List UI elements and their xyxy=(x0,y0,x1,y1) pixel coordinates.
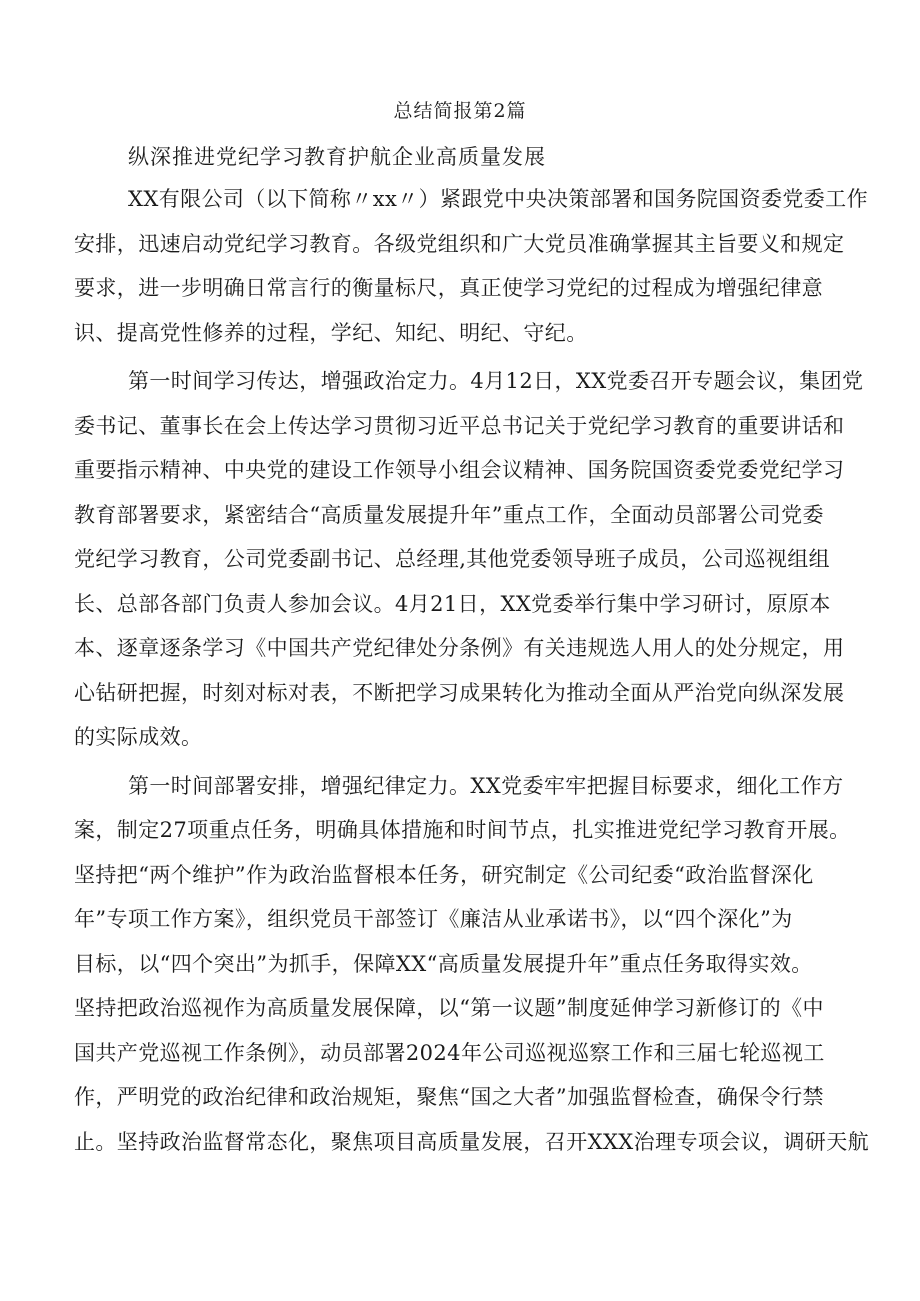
text-line: 年”专项工作方案》，组织党员干部签订《廉洁从业承诺书》，以“四个深化”为 xyxy=(74,907,793,931)
text-line: 坚持把“两个维护”作为政治监督根本任务，研究制定《公司纪委“政治监督深化 xyxy=(74,862,814,887)
text-line: 安排，迅速启动党纪学习教育。各级党组织和广大党员准确掌握其主旨要义和规定 xyxy=(74,231,845,256)
paragraph-intro xyxy=(74,184,884,362)
text-line: 作，严明党的政治纪律和政治规矩，聚焦“国之大者”加强监督检查，确保令行禁 xyxy=(74,1085,824,1109)
text-line: 本、逐章逐条学习《中国共产党纪律处分条例》有关违规选人用人的处分规定，用 xyxy=(74,636,845,660)
paragraph-deployment xyxy=(74,771,884,1172)
text-line: 长、总部各部门负责人参加会议。4月21日，XX党委举行集中学习研讨，原原本 xyxy=(74,591,831,616)
text-line: 心钻研把握，时刻对标对表，不断把学习成果转化为推动全面从严治党向纵深发展 xyxy=(74,680,845,705)
document-title: 总结简报第2篇 xyxy=(393,100,527,122)
text-line: 止。坚持政治监督常态化，聚焦项目高质量发展，召开XXX治理专项会议，调研天航 xyxy=(74,1129,870,1154)
text-line: 国共产党巡视工作条例》，动员部署2024年公司巡视巡察工作和三届七轮巡视工 xyxy=(74,1040,825,1065)
document-subtitle: 纵深推进党纪学习教育护航企业高质量发展 xyxy=(128,145,546,169)
text-line: 第一时间学习传达，增强政治定力。4月12日，XX党委召开专题会议，集团党 xyxy=(128,369,864,393)
text-line: 第一时间部署安排，增强纪律定力。XX党委牢牢把握目标要求，细化工作方 xyxy=(128,773,844,798)
text-line: 识、提高党性修养的过程，学纪、知纪、明纪、守纪。 xyxy=(74,320,588,345)
text-line: 党纪学习教育，公司党委副书记、总经理,其他党委领导班子成员，公司巡视组组 xyxy=(74,547,831,571)
text-line: 坚持把政治巡视作为高质量发展保障，以“第一议题”制度延伸学习新修订的《中 xyxy=(74,996,824,1020)
text-line: 目标，以“四个突出”为抓手，保障XX“高质量发展提升年”重点任务取得实效。 xyxy=(74,951,813,976)
text-line: 要求，进一步明确日常言行的衡量标尺，真正使学习党纪的过程成为增强纪律意 xyxy=(74,276,823,300)
text-line: 重要指示精神、中央党的建设工作领导小组会议精神、国务院国资委党委党纪学习 xyxy=(74,458,845,482)
text-line: 教育部署要求，紧密结合“高质量发展提升年”重点工作，全面动员部署公司党委 xyxy=(74,502,824,527)
text-line: 委书记、董事长在会上传达学习贯彻习近平总书记关于党纪学习教育的重要讲话和 xyxy=(74,413,845,438)
paragraph-study xyxy=(74,366,884,767)
text-line: XX有限公司（以下简称〃xx〃）紧跟党中央决策部署和国务院国资委党委工作 xyxy=(128,187,868,211)
document-body xyxy=(74,184,884,1171)
text-line: 案，制定27项重点任务，明确具体措施和时间节点，扎实推进党纪学习教育开展。 xyxy=(74,818,851,842)
text-line: 的实际成效。 xyxy=(74,725,203,749)
